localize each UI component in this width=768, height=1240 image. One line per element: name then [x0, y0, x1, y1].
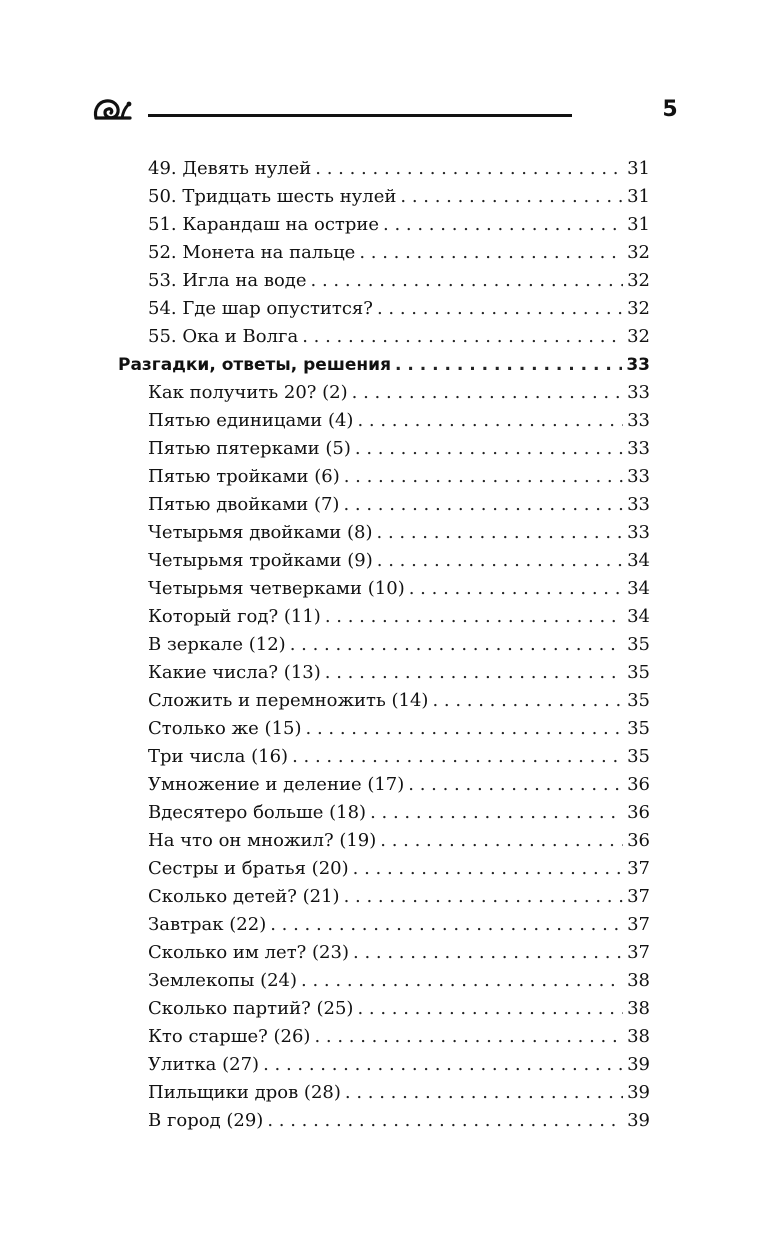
toc-dot-leader: [343, 491, 623, 519]
toc-entry-title: Столько же (15): [148, 718, 302, 739]
toc-entry: [148, 1107, 650, 1135]
toc-entry-page: 33: [626, 355, 650, 375]
toc-entry-page: 37: [627, 914, 650, 935]
page-number: 5: [662, 97, 678, 122]
toc-entry-title: Сестры и братья (20): [148, 858, 349, 879]
toc-dot-leader: [377, 547, 623, 575]
toc-entry-page: 31: [627, 158, 650, 179]
toc-entry-title: 50. Тридцать шесть нулей: [148, 186, 397, 207]
toc-entry-title: Сколько детей? (21): [148, 886, 340, 907]
toc-entry-title: В город (29): [148, 1110, 264, 1131]
toc-entry: [148, 407, 650, 435]
toc-dot-leader: [325, 603, 623, 631]
toc-entry-title: Пятью пятерками (5): [148, 438, 351, 459]
toc-entry-page: 37: [627, 858, 650, 879]
toc-entry-page: 32: [627, 270, 650, 291]
toc-entry-page: 37: [627, 942, 650, 963]
table-of-contents: [0, 155, 768, 1135]
header-rule: [148, 114, 572, 117]
toc-dot-leader: [400, 183, 623, 211]
toc-dot-leader: [377, 295, 623, 323]
toc-entry-title: Четырьмя двойками (8): [148, 522, 373, 543]
toc-entry-title: Пятью единицами (4): [148, 410, 354, 431]
toc-section-entry: [118, 351, 650, 379]
toc-entry-title: 53. Игла на воде: [148, 270, 307, 291]
toc-entry-title: Который год? (11): [148, 606, 321, 627]
toc-dot-leader: [359, 239, 623, 267]
toc-entry-page: 35: [627, 746, 650, 767]
toc-dot-leader: [325, 659, 623, 687]
toc-dot-leader: [357, 407, 623, 435]
toc-entry-title: Умножение и деление (17): [148, 774, 405, 795]
toc-entry-page: 34: [627, 606, 650, 627]
toc-entry-title: Сложить и перемножить (14): [148, 690, 429, 711]
toc-entry-page: 33: [627, 494, 650, 515]
toc-dot-leader: [383, 211, 623, 239]
toc-entry-page: 39: [627, 1082, 650, 1103]
toc-entry: [148, 379, 650, 407]
toc-entry-page: 32: [627, 326, 650, 347]
toc-entry-page: 33: [627, 382, 650, 403]
toc-dot-leader: [301, 967, 623, 995]
toc-dot-leader: [352, 379, 623, 407]
toc-entry: [148, 155, 650, 183]
toc-entry: [148, 323, 650, 351]
snail-icon: [92, 96, 136, 124]
toc-entry-title: 51. Карандаш на острие: [148, 214, 380, 235]
toc-dot-leader: [344, 463, 623, 491]
toc-entry-page: 32: [627, 242, 650, 263]
toc-dot-leader: [380, 827, 623, 855]
toc-dot-leader: [395, 351, 622, 379]
toc-entry-page: 31: [627, 186, 650, 207]
toc-dot-leader: [311, 267, 624, 295]
toc-dot-leader: [355, 435, 623, 463]
toc-entry: [148, 743, 650, 771]
toc-entry: [148, 855, 650, 883]
toc-entry: [148, 463, 650, 491]
toc-entry-page: 36: [627, 774, 650, 795]
toc-dot-leader: [409, 575, 623, 603]
toc-entry: [148, 491, 650, 519]
toc-entry: [148, 295, 650, 323]
toc-dot-leader: [306, 715, 624, 743]
toc-dot-leader: [314, 1023, 623, 1051]
toc-dot-leader: [267, 1107, 623, 1135]
toc-entry-page: 36: [627, 802, 650, 823]
toc-entry: [148, 267, 650, 295]
toc-dot-leader: [344, 883, 624, 911]
toc-entry: [148, 1051, 650, 1079]
toc-entry-title: Какие числа? (13): [148, 662, 321, 683]
toc-entry-title: На что он множил? (19): [148, 830, 377, 851]
toc-entry: [148, 883, 650, 911]
toc-entry-page: 33: [627, 438, 650, 459]
toc-entry-title: Землекопы (24): [148, 970, 298, 991]
toc-entry-title: 49. Девять нулей: [148, 158, 312, 179]
toc-entry-page: 38: [627, 1026, 650, 1047]
toc-dot-leader: [315, 155, 623, 183]
toc-entry-page: 39: [627, 1110, 650, 1131]
toc-entry-title: Пильщики дров (28): [148, 1082, 341, 1103]
toc-dot-leader: [357, 995, 623, 1023]
toc-entry-title: Кто старше? (26): [148, 1026, 311, 1047]
toc-entry-title: Как получить 20? (2): [148, 382, 348, 403]
toc-entry-title: Четырьмя тройками (9): [148, 550, 373, 571]
toc-dot-leader: [377, 519, 624, 547]
toc-entry: [148, 519, 650, 547]
toc-entry-title: Улитка (27): [148, 1054, 260, 1075]
toc-dot-leader: [353, 855, 623, 883]
toc-entry-page: 34: [627, 578, 650, 599]
toc-entry-title: Пятью двойками (7): [148, 494, 340, 515]
toc-dot-leader: [290, 631, 623, 659]
toc-entry-title: Разгадки, ответы, решения: [118, 355, 391, 375]
toc-dot-leader: [345, 1079, 623, 1107]
toc-entry-page: 31: [627, 214, 650, 235]
toc-entry: [148, 603, 650, 631]
toc-entry-title: 54. Где шар опустится?: [148, 298, 373, 319]
toc-entry: [148, 687, 650, 715]
toc-entry-page: 38: [627, 998, 650, 1019]
toc-entry: [148, 771, 650, 799]
toc-entry: [148, 211, 650, 239]
toc-entry: [148, 799, 650, 827]
toc-entry-title: 55. Ока и Волга: [148, 326, 299, 347]
toc-entry-page: 39: [627, 1054, 650, 1075]
toc-dot-leader: [408, 771, 623, 799]
toc-entry: [148, 631, 650, 659]
toc-entry-page: 35: [627, 690, 650, 711]
toc-dot-leader: [270, 911, 623, 939]
toc-entry: [148, 575, 650, 603]
toc-entry: [148, 715, 650, 743]
toc-entry-title: Сколько партий? (25): [148, 998, 354, 1019]
toc-entry-page: 38: [627, 970, 650, 991]
toc-entry: [148, 547, 650, 575]
toc-entry-title: 52. Монета на пальце: [148, 242, 356, 263]
toc-entry: [148, 1079, 650, 1107]
toc-entry-page: 35: [627, 662, 650, 683]
toc-entry-title: Вдесятеро больше (18): [148, 802, 367, 823]
toc-entry-page: 34: [627, 550, 650, 571]
toc-entry: [148, 183, 650, 211]
toc-dot-leader: [263, 1051, 623, 1079]
toc-entry-page: 35: [627, 634, 650, 655]
toc-dot-leader: [432, 687, 623, 715]
toc-entry: [148, 435, 650, 463]
toc-dot-leader: [292, 743, 623, 771]
toc-entry-page: 37: [627, 886, 650, 907]
toc-entry-page: 33: [627, 410, 650, 431]
toc-entry-page: 36: [627, 830, 650, 851]
toc-entry: [148, 995, 650, 1023]
toc-entry-title: Завтрак (22): [148, 914, 267, 935]
page-header: [0, 0, 768, 140]
toc-entry: [148, 939, 650, 967]
toc-entry: [148, 239, 650, 267]
toc-entry-title: Четырьмя четверками (10): [148, 578, 405, 599]
toc-entry: [148, 911, 650, 939]
toc-entry-title: Сколько им лет? (23): [148, 942, 349, 963]
toc-entry-page: 33: [627, 466, 650, 487]
toc-entry-title: Три числа (16): [148, 746, 289, 767]
toc-dot-leader: [370, 799, 623, 827]
toc-entry: [148, 967, 650, 995]
toc-entry: [148, 659, 650, 687]
toc-entry: [148, 827, 650, 855]
toc-entry-title: Пятью тройками (6): [148, 466, 340, 487]
toc-entry-title: В зеркале (12): [148, 634, 286, 655]
toc-dot-leader: [302, 323, 623, 351]
toc-entry-page: 32: [627, 298, 650, 319]
toc-entry-page: 33: [627, 522, 650, 543]
toc-dot-leader: [353, 939, 623, 967]
toc-entry: [148, 1023, 650, 1051]
toc-entry-page: 35: [627, 718, 650, 739]
